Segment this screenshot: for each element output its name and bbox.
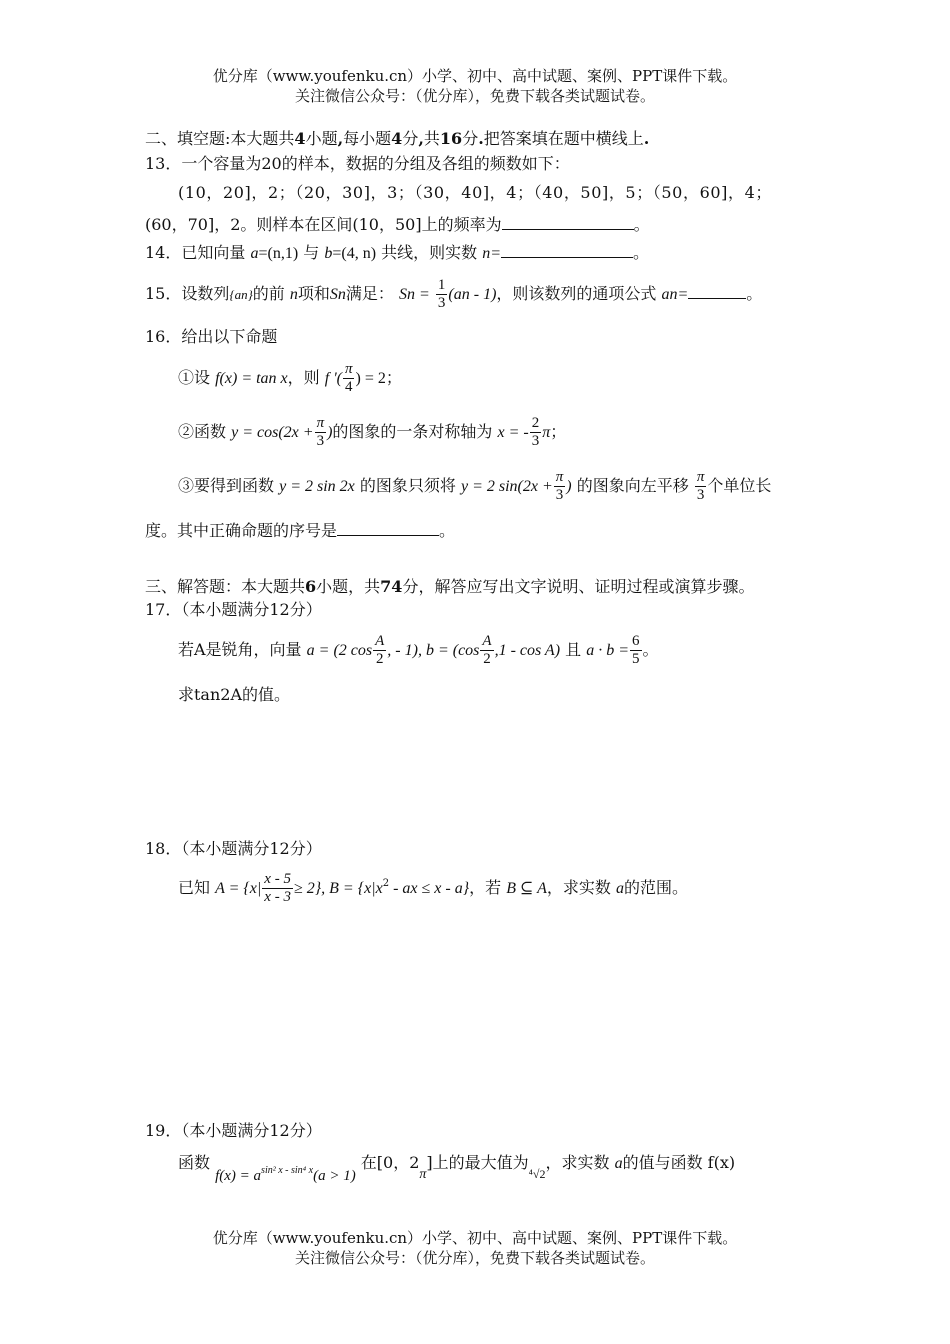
q16-item-2-paren: ) — [327, 424, 333, 441]
section-2-text: 把答案填在题中横线上 — [483, 129, 644, 148]
q19-text-4: 的值与函数 f(x) — [622, 1153, 736, 1172]
q16-item-2-func: y = cos(2x + — [231, 424, 314, 441]
q16-item-2-frac — [315, 415, 327, 450]
section-3-heading — [145, 576, 754, 598]
q16-item-2-end: ； — [550, 422, 567, 441]
q13-text: (60，70]，2。则样本在区间(10，50]上的频率为 — [145, 215, 502, 234]
section-3-text: 三、解答题：本大题共 — [145, 577, 306, 596]
section-3-text: 分，解答应写出文字说明、证明过程或演算步骤。 — [402, 577, 755, 596]
q13-line-1: 13．一个容量为20的样本，数据的分组及各组的频数如下： — [145, 154, 570, 173]
q14-vector-b-value: =(4, n) — [332, 245, 377, 262]
q15-fraction — [436, 277, 448, 312]
header-line-1: 优分库（www.youfenku.cn）小学、初中、高中试题、案例、PPT课件下载。 — [212, 67, 738, 85]
q16-item-1-text: ，则 — [287, 368, 320, 387]
q14 — [145, 242, 649, 265]
q16-item-2-pi: π — [542, 424, 551, 441]
q19-interval: 在[0，2 — [360, 1153, 420, 1172]
section-2-count: 4 — [294, 129, 306, 148]
q16-tail-text: 度。其中正确命题的序号是 — [145, 521, 338, 540]
q16-item-3-frac-num: π — [555, 469, 564, 485]
q16-item-1-value: ) = 2 — [355, 370, 386, 387]
section-2-text: 分 — [462, 129, 479, 148]
q17-vector-b-rest: ,1 - cos A) — [494, 642, 561, 659]
q17-dot-product: a · b = — [586, 642, 630, 659]
q16-item-1-label: ①设 — [178, 368, 211, 387]
q15-formula-lhs: Sn = — [399, 286, 430, 303]
q15-answer-blank[interactable] — [688, 284, 746, 299]
footer-line-1: 优分库（www.youfenku.cn）小学、初中、高中试题、案例、PPT课件下载。 — [212, 1229, 738, 1247]
q16-item-1-frac-den: 4 — [344, 379, 353, 395]
q18-set-a: A = {x| — [215, 880, 262, 897]
q16-item-2-label: ②函数 — [178, 422, 227, 441]
section-2-text: 小题 — [305, 129, 338, 148]
q18-title: 18．（本小题满分12分） — [145, 839, 322, 858]
section-3-total: 74 — [380, 577, 403, 596]
q19-pi: π — [419, 1167, 427, 1182]
q14-variable: n= — [482, 245, 502, 262]
section-2-text: 每小题 — [343, 129, 392, 148]
q16-item-3-text: 的图象只须将 — [359, 476, 456, 495]
q17-frac-3-den: 5 — [632, 651, 640, 667]
q19-variable: a — [614, 1155, 623, 1172]
q18-body — [178, 862, 688, 911]
q17-frac-2-den: 2 — [483, 651, 491, 667]
q14-answer-blank[interactable] — [501, 243, 633, 258]
q19-text: 函数 — [178, 1153, 211, 1172]
q16-item-2-text: 的图象的一条对称轴为 — [332, 422, 493, 441]
q15 — [145, 272, 762, 317]
q17-body — [178, 628, 659, 673]
q16-title: 16．给出以下命题 — [145, 327, 278, 346]
q18-frac — [262, 871, 293, 906]
q16-item-1 — [178, 358, 402, 399]
q17-frac-3 — [630, 633, 642, 668]
q16-item-3-frac-2-den: 3 — [696, 487, 705, 503]
q16-item-2-frac-2-den: 3 — [531, 433, 540, 449]
q14-vector-a-value: =(n,1) — [258, 245, 299, 262]
q19-func — [215, 1166, 356, 1184]
q16-item-1-frac — [343, 361, 355, 396]
q15-frac-den: 3 — [437, 295, 446, 311]
q19-func-base: f(x) = a — [215, 1168, 262, 1184]
q16-item-3-func-2: y = 2 sin(2x + — [460, 478, 553, 495]
q16-end: 。 — [439, 521, 456, 540]
section-2-text: 共 — [423, 129, 440, 148]
q14-text: 与 — [303, 243, 320, 262]
section-2-punct: , — [337, 129, 344, 148]
section-2-heading — [145, 128, 649, 150]
q17-text-2: 且 — [565, 640, 582, 659]
q16-item-2-frac-2 — [530, 415, 542, 450]
q14-end: 。 — [633, 243, 650, 262]
q15-text: 的前 — [252, 284, 285, 303]
q19-text-2: ]上的最大值为 — [426, 1153, 529, 1172]
q19-text-3: ，求实数 — [545, 1153, 610, 1172]
q16-item-1-frac-num: π — [344, 361, 353, 377]
q17-frac-1-den: 2 — [375, 651, 384, 667]
q19-root: ⁴√2 — [528, 1167, 546, 1181]
q15-an: an= — [661, 286, 689, 303]
q17-ask: 求tan2A的值。 — [178, 685, 291, 704]
q15-text: ，则该数列的通项公式 — [496, 284, 657, 303]
q16-item-2 — [178, 412, 566, 453]
q18-text-2: ，若 — [469, 878, 502, 897]
q17-frac-2 — [480, 633, 493, 668]
q16-item-3-frac-den: 3 — [555, 487, 564, 503]
section-2-punct: , — [418, 129, 424, 148]
q16-answer-blank[interactable] — [337, 521, 439, 536]
q16-item-2-axis: x = - — [497, 424, 529, 441]
q16-item-3-paren: ) — [566, 478, 572, 495]
page-footer — [0, 1228, 950, 1268]
q16-item-3-label: ③要得到函数 — [178, 476, 275, 495]
q15-frac-num: 1 — [437, 277, 446, 293]
q16-item-1-end: ； — [385, 368, 402, 387]
q16-item-2-frac-2-num: 2 — [531, 415, 540, 431]
q15-n: n — [289, 286, 298, 303]
header-line-2: 关注微信公众号：（优分库），免费下载各类试题试卷。 — [294, 87, 655, 105]
q14-text: 14．已知向量 — [145, 243, 246, 262]
q17-frac-2-num: A — [482, 633, 492, 649]
q17-vector-b: , - 1), b = (cos — [387, 642, 480, 659]
q15-text: 15．设数列 — [145, 284, 230, 303]
q17-frac-1-num: A — [375, 633, 385, 649]
q19-func-exponent: sin² x - sin⁴ x — [261, 1165, 314, 1176]
q15-sn: Sn — [329, 286, 346, 303]
section-2-punct: . — [478, 129, 484, 148]
section-2-total: 16 — [439, 129, 463, 148]
q15-sequence: {an} — [229, 287, 253, 302]
q18-text-4: 的范围。 — [624, 878, 689, 897]
q13-answer-blank[interactable] — [502, 215, 634, 230]
q14-vector-a: a — [250, 245, 259, 262]
q16-item-3-text-2: 的图象向左平移 — [576, 476, 689, 495]
q13-line-2: (10，20]，2；（20，30]，3；（30，40]，4；（40，50]，5；（50，60]，4； — [178, 183, 772, 202]
section-2-text: 本大题共 — [230, 129, 295, 148]
q16-tail — [145, 520, 455, 542]
q19-func-cond: (a > 1) — [313, 1168, 356, 1184]
q16-item-3-frac-2-num: π — [696, 469, 705, 485]
q17-text: 若A是锐角，向量 — [178, 640, 302, 659]
q14-vector-b: b — [324, 245, 333, 262]
q17-vector-a: a = (2 cos — [306, 642, 373, 659]
q13-end: 。 — [633, 215, 650, 234]
section-2-text: 分 — [402, 129, 419, 148]
q18-text: 已知 — [178, 878, 211, 897]
q16-item-2-frac-num: π — [316, 415, 325, 431]
q19-title: 19．（本小题满分12分） — [145, 1121, 322, 1140]
q17-end: 。 — [642, 640, 659, 659]
q16-item-3 — [178, 466, 771, 507]
q13-line-3 — [145, 214, 650, 236]
q15-formula-rhs: (an - 1) — [448, 286, 497, 303]
q18-variable: a — [616, 880, 625, 897]
q15-end: 。 — [746, 284, 763, 303]
q18-frac-den: x - 3 — [264, 889, 291, 905]
q16-item-3-frac — [554, 469, 566, 504]
q15-text: 项和 — [297, 284, 330, 303]
q18-text-3: ，求实数 — [546, 878, 611, 897]
q16-item-1-func: f(x) = tan x — [215, 370, 288, 387]
section-2-punct: . — [643, 129, 650, 148]
q17-title: 17．（本小题满分12分） — [145, 600, 322, 619]
q16-item-3-frac-2 — [695, 469, 707, 504]
q18-frac-num: x - 5 — [264, 871, 291, 887]
section-3-count: 6 — [305, 577, 317, 596]
page-header — [0, 66, 950, 106]
q17-frac-3-num: 6 — [632, 633, 640, 649]
q18-square: 2 — [382, 878, 390, 889]
q14-text: 共线，则实数 — [381, 243, 478, 262]
q15-text: 满足： — [345, 284, 394, 303]
q16-item-1-deriv: f '( — [324, 370, 342, 387]
q16-item-2-frac-den: 3 — [316, 433, 325, 449]
q16-item-3-text-3: 个单位长 — [707, 476, 772, 495]
section-2-points: 4 — [391, 129, 403, 148]
section-2-label: 二、填空题: — [145, 129, 231, 148]
section-3-text: 小题，共 — [316, 577, 381, 596]
q18-set-b-rest: - ax ≤ x - a} — [389, 880, 470, 897]
q19-body — [178, 1148, 736, 1184]
q16-item-3-func: y = 2 sin 2x — [279, 478, 355, 495]
q18-subset: B ⊆ A — [506, 880, 547, 897]
q18-set-b: ≥ 2}, B = {x|x — [293, 880, 383, 897]
q17-frac-1 — [373, 633, 386, 668]
footer-line-2: 关注微信公众号：（优分库），免费下载各类试题试卷。 — [294, 1249, 655, 1267]
